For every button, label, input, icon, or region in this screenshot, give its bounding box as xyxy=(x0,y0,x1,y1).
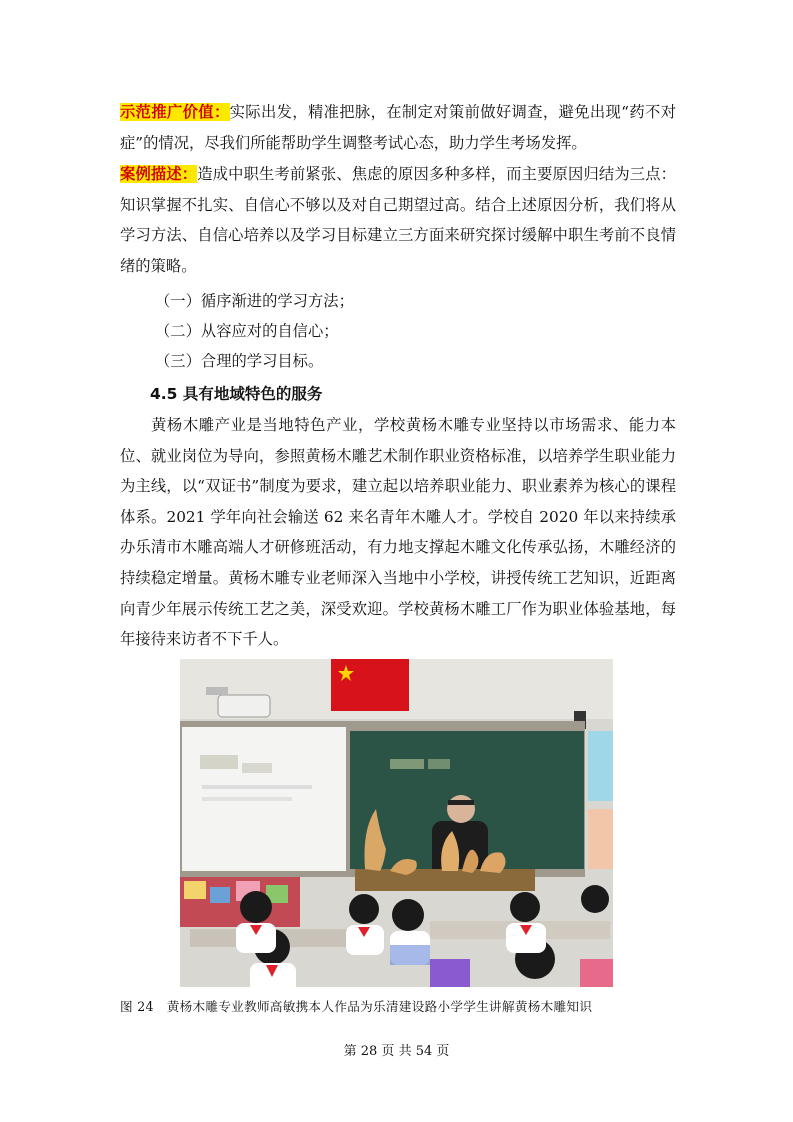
strategy-item-3: （三）合理的学习目标。 xyxy=(155,352,324,370)
page-footer: 第 28 页 共 54 页 xyxy=(343,1044,450,1059)
body-paragraph: 黄杨木雕产业是当地特色产业，学校黄杨木雕专业坚持以市场需求、能力本位、就业岗位为导向，参照黄杨木雕艺术制作职业资格标准，以培养学生职业能力为主线，以“双证书”制度为要求，建立起以培养职业能力、职业素养为核心的课程体系。2021 学年向社会输送 62 来名青年木雕人才。学校自 2020 年以来持续承办乐清市木雕高端人才研修班活动，有力地支撑起木雕文化传承弘扬，木雕经济的持续稳定增量。黄杨木雕专业老师深入当地中小学校，讲授传统工艺知识，近距离向青少年展示传统工艺之美，深受欢迎。学校黄杨木雕工厂作为职业体验基地，每年接待来访者不下千人。 xyxy=(120,416,676,649)
section-heading: 4.5 具有地域特色的服务 xyxy=(150,385,323,403)
classroom-photo-illustration xyxy=(180,659,613,987)
case-paragraph xyxy=(120,159,676,283)
value-paragraph xyxy=(120,97,676,159)
figure-caption: 图 24 黄杨木雕专业教师高敏携本人作品为乐清建设路小学学生讲解黄杨木雕知识 xyxy=(120,999,593,1014)
value-text: 实际出发，精准把脉，在制定对策前做好调查，避免出现“药不对症”的情况，尽我们所能帮助学生调整考试心态，助力学生考场发挥。 xyxy=(120,103,676,152)
case-text: 造成中职生考前紧张、焦虑的原因多种多样，而主要原因归结为三点：知识掌握不扎实、自信心不够以及对自己期望过高。结合上述原因分析，我们将从学习方法、自信心培养以及学习目标建立三方面来研究探讨缓解中职生考前不良情绪的策略。 xyxy=(120,165,676,275)
classroom-photo xyxy=(180,659,613,987)
value-label: 示范推广价值： xyxy=(120,103,230,121)
case-label: 案例描述： xyxy=(120,165,198,183)
strategy-item-1: （一）循序渐进的学习方法； xyxy=(155,292,354,310)
strategy-item-2: （二）从容应对的自信心； xyxy=(155,322,339,340)
